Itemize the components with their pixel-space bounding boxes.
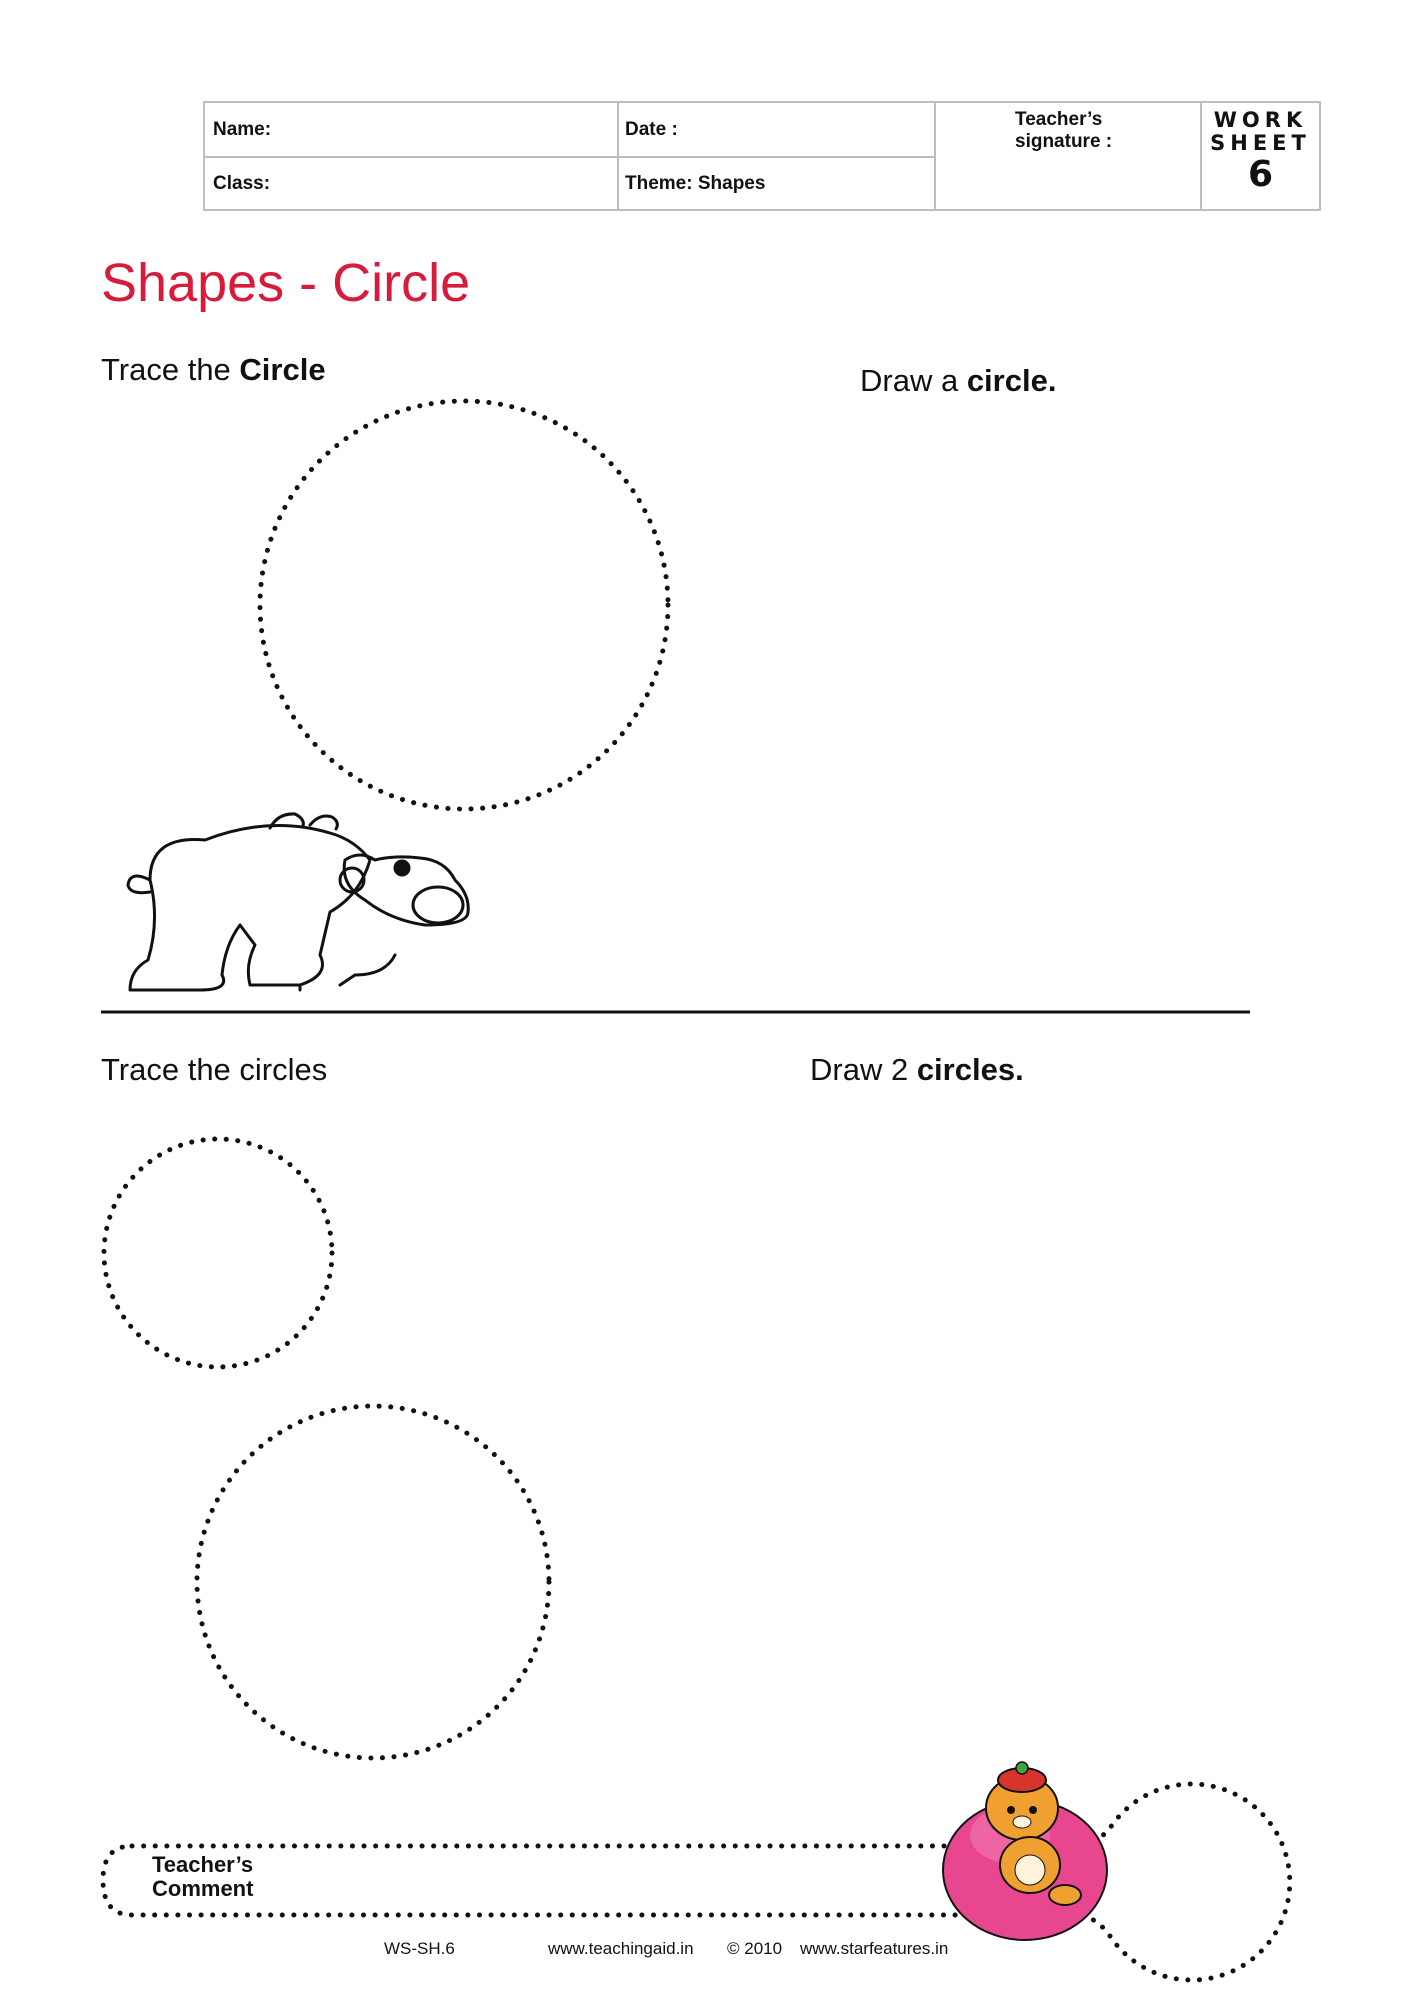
worksheet-word-sheet: SHEET: [1210, 131, 1311, 155]
footer-link-teachingaid[interactable]: www.teachingaid.in: [548, 1939, 694, 1958]
trace-circle-prompt: Trace the Circle: [101, 352, 326, 387]
class-label: Class:: [213, 173, 271, 194]
name-label: Name:: [213, 119, 272, 140]
draw-circles-prompt: Draw 2 circles.: [810, 1052, 1024, 1087]
footer-link-starfeatures[interactable]: www.starfeatures.in: [800, 1939, 949, 1958]
page-title: Shapes - Circle: [101, 253, 471, 313]
worksheet-word-work: WORK: [1213, 108, 1308, 132]
teddy-bean-bag-illustration: [943, 1762, 1107, 1940]
footer-copyright: © 2010: [727, 1939, 783, 1958]
theme-label: Theme: Shapes: [625, 173, 766, 194]
trace-circles-prompt: Trace the circles: [101, 1052, 328, 1087]
trace-circle-large: [260, 401, 668, 809]
draw-circle-prompt: Draw a circle.: [860, 363, 1057, 398]
trace-circle-small: [104, 1139, 332, 1367]
trace-circle-medium: [197, 1406, 549, 1758]
footer-code: WS-SH.6: [384, 1939, 455, 1958]
comment-box-outline: [103, 1784, 1290, 1980]
date-label: Date :: [625, 119, 678, 140]
worksheet-number: 6: [1247, 154, 1274, 195]
teacher-signature-label: Teacher’s signature :: [1015, 109, 1113, 152]
bear-illustration: [128, 814, 468, 990]
teacher-comment-label: Teacher’s Comment: [152, 1852, 254, 1901]
